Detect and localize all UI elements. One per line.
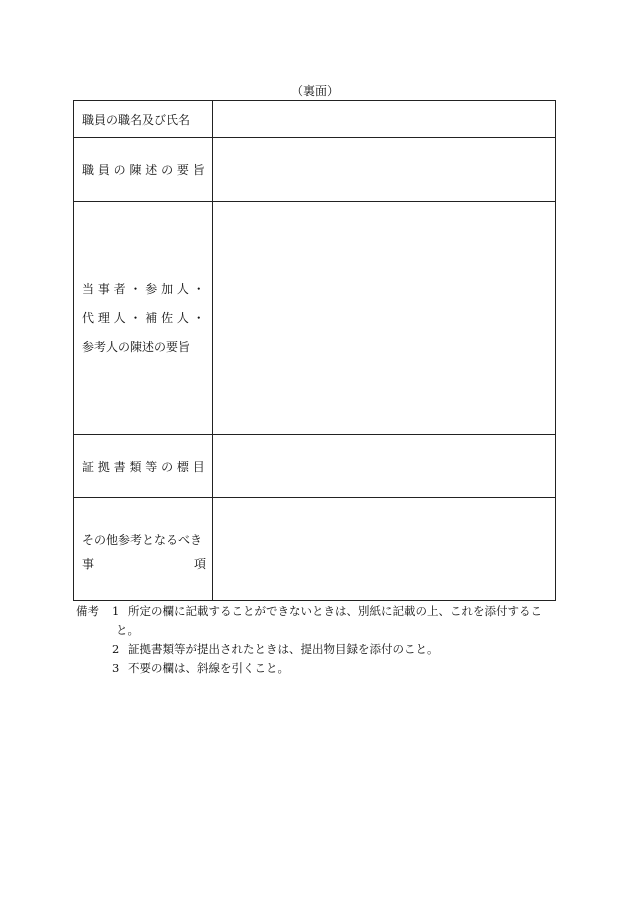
statement-form-table — [73, 100, 556, 601]
label-text: 職 員 の 陳 述 の 要 旨 — [82, 163, 205, 177]
form-field-staff-statement[interactable] — [213, 138, 556, 202]
notes-heading: 備考 — [76, 604, 99, 618]
label-split-line — [74, 555, 212, 572]
note-item-1 — [76, 602, 556, 621]
note-number: 3 — [112, 661, 120, 675]
form-row-parties-statement — [74, 202, 556, 435]
notes-section — [76, 602, 556, 678]
label-split-left: 事 — [82, 557, 95, 571]
form-label-other-references — [74, 498, 213, 601]
label-line: 参考人の陳述の要旨 — [82, 339, 191, 354]
note-item-3 — [76, 659, 556, 678]
label-text: 証 拠 書 類 等 の 標 目 — [82, 459, 205, 474]
form-row-staff-statement — [74, 138, 556, 202]
form-label-staff-name — [74, 101, 213, 138]
note-text: 不要の欄は、斜線を引くこと。 — [128, 661, 289, 675]
form-label-staff-statement — [74, 138, 213, 202]
side-title: （裏面） — [290, 84, 339, 98]
note-number: 2 — [112, 642, 120, 656]
form-row-staff-name — [74, 101, 556, 138]
form-label-evidence-list — [74, 435, 213, 498]
label-line: 代 理 人 ・ 補 佐 人 ・ — [82, 310, 205, 325]
label-line: 当 事 者 ・ 参 加 人 ・ — [82, 281, 205, 296]
note-text: 証拠書類等が提出されたときは、提出物目録を添付のこと。 — [128, 642, 439, 656]
form-row-evidence-list — [74, 435, 556, 498]
form-field-staff-name[interactable] — [213, 101, 556, 138]
label-line: その他参考となるべき — [82, 533, 203, 547]
form-field-other-references[interactable] — [213, 498, 556, 601]
note-item-2 — [76, 640, 556, 659]
note-text: 所定の欄に記載することができないときは、別紙に記載の上、これを添付するこ — [128, 604, 542, 618]
label-split-right: 項 — [193, 557, 206, 571]
note-item-1-cont — [76, 621, 556, 640]
label-text: 職員の職名及び氏名 — [82, 112, 191, 127]
note-text-continued: と。 — [116, 623, 139, 637]
form-row-other-references — [74, 498, 556, 601]
note-number: 1 — [112, 604, 120, 618]
form-label-parties-statement — [74, 202, 213, 435]
form-field-evidence-list[interactable] — [213, 435, 556, 498]
form-field-parties-statement[interactable] — [213, 202, 556, 435]
